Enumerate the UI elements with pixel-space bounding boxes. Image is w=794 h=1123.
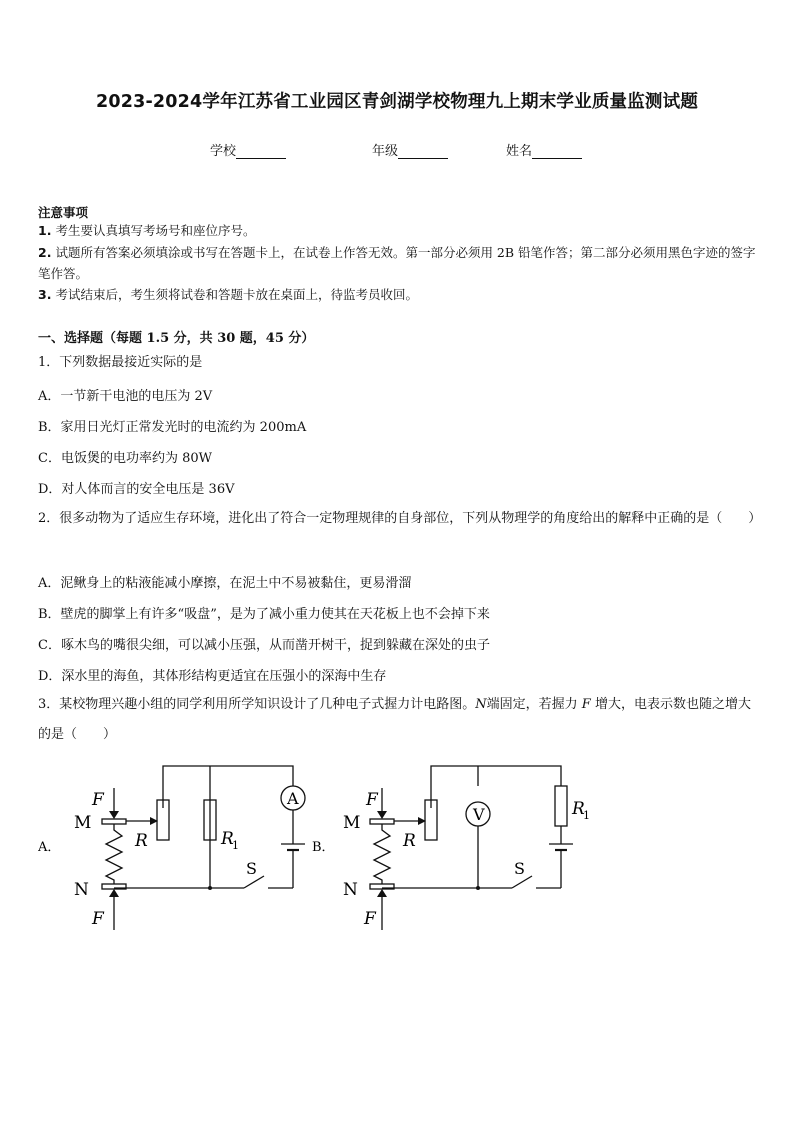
notice-item-2: 2. 试题所有答案必须填涂或书写在答题卡上，在试卷上作答无效。第一部分必须用 2B 铅笔作答；第二部分必须用黑色字迹的签字笔作答。 <box>38 245 756 281</box>
name-label: 姓名 <box>506 144 533 159</box>
force-up-arrow-icon <box>377 889 387 897</box>
svg-text:V: V <box>473 805 485 824</box>
svg-text:R: R <box>572 799 585 819</box>
question-2-stem: 2．很多动物为了适应生存环境，进化出了符合一定物理规律的自身部位，下列从物理学的角度给出的解释中正确的是（ ） <box>38 511 762 526</box>
svg-text:R: R <box>221 829 234 849</box>
svg-text:A: A <box>287 789 299 808</box>
grade-label: 年级 <box>372 144 399 159</box>
svg-text:1: 1 <box>583 809 590 822</box>
svg-text:M: M <box>343 813 361 833</box>
school-field <box>210 140 286 159</box>
grade-blank <box>398 146 448 159</box>
section-heading: 一、选择题（每题 1.5 分，共 30 题，45 分） <box>38 331 315 346</box>
notice-heading: 注意事项 <box>38 205 89 220</box>
option-b-label: B． <box>312 840 335 855</box>
svg-text:F: F <box>366 790 378 810</box>
svg-text:N: N <box>343 880 358 900</box>
svg-text:R: R <box>403 831 416 851</box>
question-3-stem: 3．某校物理兴趣小组的同学利用所学知识设计了几种电子式握力计电路图。N端固定，若握力 F 增大，电表示数也随之增大的是（ ） <box>38 697 751 742</box>
svg-text:F: F <box>92 909 104 929</box>
question-1-stem: 1．下列数据最接近实际的是 <box>38 355 203 370</box>
svg-text:F: F <box>92 790 104 810</box>
force-down-arrow-icon <box>377 811 387 819</box>
grade-field <box>372 140 448 159</box>
q2-option-b: B．壁虎的脚掌上有许多“吸盘”，是为了减小重力使其在天花板上也不会掉下来 <box>38 607 490 622</box>
name-blank <box>532 146 582 159</box>
circuit-b <box>370 766 573 930</box>
q1-option-a: A．一节新干电池的电压为 2V <box>38 389 213 404</box>
school-label: 学校 <box>210 144 237 159</box>
force-down-arrow-icon <box>109 811 119 819</box>
svg-text:N: N <box>74 880 89 900</box>
notice-item-3: 3. 考试结束后，考生须将试卷和答题卡放在桌面上，待监考员收回。 <box>38 287 418 302</box>
q1-option-c: C．电饭煲的电功率约为 80W <box>38 451 212 466</box>
page-title: 2023-2024学年江苏省工业园区青剑湖学校物理九上期末学业质量监测试题 <box>95 92 699 112</box>
option-a-label: A． <box>38 840 61 855</box>
force-up-arrow-icon <box>109 889 119 897</box>
name-field <box>506 140 582 159</box>
circuit-diagrams <box>38 758 598 933</box>
circuit-a <box>102 766 305 930</box>
q2-option-d: D．深水里的海鱼，其体形结构更适宜在压强小的深海中生存 <box>38 669 387 684</box>
svg-text:M: M <box>74 813 92 833</box>
q2-option-c: C．啄木鸟的嘴很尖细，可以减小压强，从而凿开树干，捉到躲藏在深处的虫子 <box>38 638 490 653</box>
q1-option-d: D．对人体而言的安全电压是 36V <box>38 482 235 497</box>
svg-text:S: S <box>514 859 525 878</box>
q1-option-b: B．家用日光灯正常发光时的电流约为 200mA <box>38 420 307 435</box>
q2-option-a: A．泥鳅身上的粘液能减小摩擦，在泥土中不易被黏住，更易滑溜 <box>38 576 412 591</box>
svg-text:S: S <box>246 859 257 878</box>
svg-text:F: F <box>364 909 376 929</box>
school-blank <box>236 146 286 159</box>
notice-item-1: 1. 考生要认真填写考场号和座位序号。 <box>38 223 256 238</box>
svg-text:R: R <box>135 831 148 851</box>
svg-text:1: 1 <box>232 839 239 852</box>
